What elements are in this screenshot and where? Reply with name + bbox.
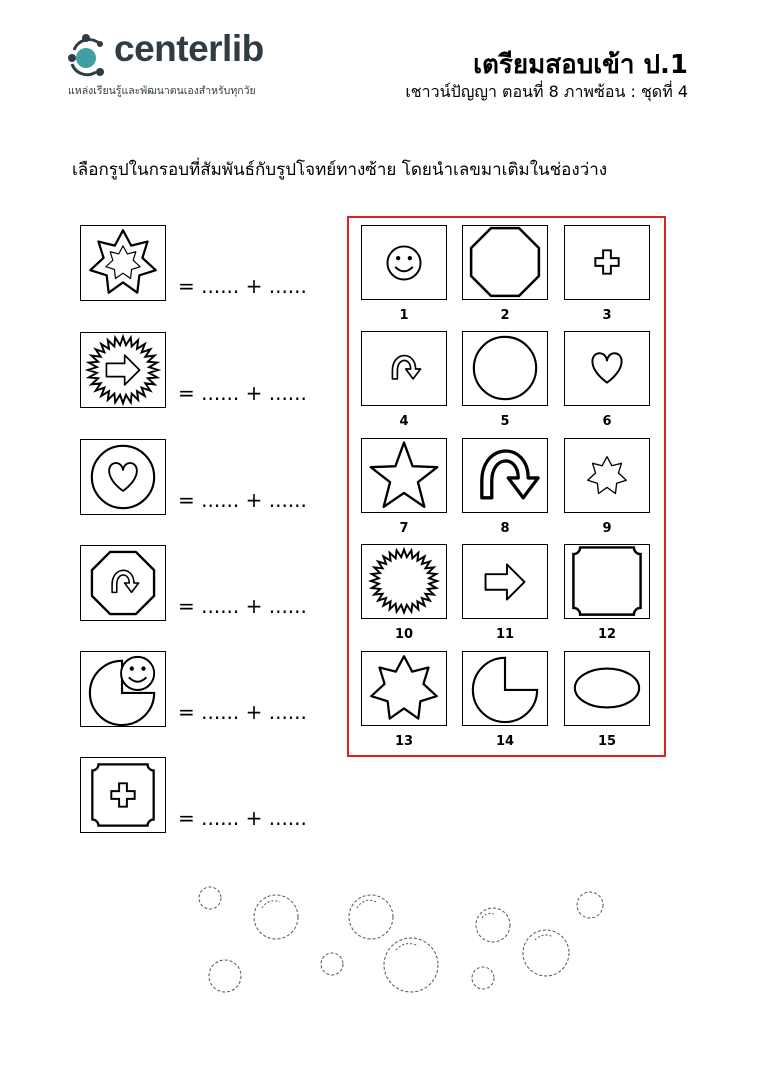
option-9-box[interactable] (564, 438, 650, 513)
option-6-box[interactable] (564, 331, 650, 406)
starburst-icon (362, 545, 446, 618)
instruction-text: เลือกรูปในกรอบที่สัมพันธ์กับรูปโจทย์ทางซ้าย โดยนำเลขมาเติมในช่องว่าง (72, 160, 608, 180)
option-number: 10 (394, 627, 414, 642)
circle-icon (463, 332, 547, 405)
option-number: 1 (399, 308, 409, 323)
option-14-box[interactable] (462, 651, 548, 726)
heart-icon (565, 332, 649, 405)
curved-arrow-in-octagon-icon (81, 546, 165, 620)
option-number: 5 (500, 414, 510, 429)
octagon-icon (463, 226, 547, 299)
smiley-in-pie-icon (81, 652, 165, 726)
answer-blank-4[interactable]: = ...... + ...... (178, 594, 307, 618)
question-3-box (80, 439, 166, 515)
option-number: 3 (602, 308, 612, 323)
option-10-box[interactable] (361, 544, 447, 619)
cross-icon (565, 226, 649, 299)
question-6-box (80, 757, 166, 833)
page-subtitle: เชาวน์ปัญญา ตอนที่ 8 ภาพซ้อน : ชุดที่ 4 (405, 82, 688, 101)
option-number: 14 (495, 734, 515, 749)
question-2-box (80, 332, 166, 408)
option-3-box[interactable] (564, 225, 650, 300)
logo-mark-icon (66, 32, 116, 82)
option-12-box[interactable] (564, 544, 650, 619)
notched-square-icon (565, 545, 649, 618)
option-number: 12 (597, 627, 617, 642)
option-number: 2 (500, 308, 510, 323)
option-number: 8 (500, 521, 510, 536)
cross-in-notched-square-icon (81, 758, 165, 832)
option-1-box[interactable] (361, 225, 447, 300)
option-number: 11 (495, 627, 515, 642)
answer-blank-2[interactable]: = ...... + ...... (178, 381, 307, 405)
five-point-star-icon (362, 439, 446, 512)
question-5-box (80, 651, 166, 727)
question-4-box (80, 545, 166, 621)
option-number: 7 (399, 521, 409, 536)
page-title: เตรียมสอบเข้า ป.1 (473, 50, 688, 80)
option-number: 13 (394, 734, 414, 749)
ellipse-icon (565, 652, 649, 725)
option-15-box[interactable] (564, 651, 650, 726)
answer-blank-5[interactable]: = ...... + ...... (178, 700, 307, 724)
small-curved-arrow-icon (362, 332, 446, 405)
arrow-in-burst-icon (81, 333, 165, 407)
option-4-box[interactable] (361, 331, 447, 406)
large-curved-arrow-icon (463, 439, 547, 512)
option-number: 15 (597, 734, 617, 749)
answer-blank-1[interactable]: = ...... + ...... (178, 274, 307, 298)
pie-three-quarter-icon (463, 652, 547, 725)
question-1-box (80, 225, 166, 301)
seven-point-star-icon (362, 652, 446, 725)
option-11-box[interactable] (462, 544, 548, 619)
option-13-box[interactable] (361, 651, 447, 726)
option-2-box[interactable] (462, 225, 548, 300)
answer-blank-6[interactable]: = ...... + ...... (178, 806, 307, 830)
option-number: 9 (602, 521, 612, 536)
option-7-box[interactable] (361, 438, 447, 513)
logo-text: centerlib (114, 28, 264, 69)
smiley-icon (362, 226, 446, 299)
option-5-box[interactable] (462, 331, 548, 406)
answer-blank-3[interactable]: = ...... + ...... (178, 488, 307, 512)
heart-in-circle-icon (81, 440, 165, 514)
logo-tagline: แหล่งเรียนรู้และพัฒนาตนเองสำหรับทุกวัย (68, 85, 256, 97)
small-seven-point-star-icon (565, 439, 649, 512)
option-8-box[interactable] (462, 438, 548, 513)
decorative-bubbles-icon (0, 880, 763, 1000)
arrow-icon (463, 545, 547, 618)
centerlib-logo (66, 28, 296, 102)
option-number: 6 (602, 414, 612, 429)
option-number: 4 (399, 414, 409, 429)
star-in-star-icon (81, 226, 165, 300)
